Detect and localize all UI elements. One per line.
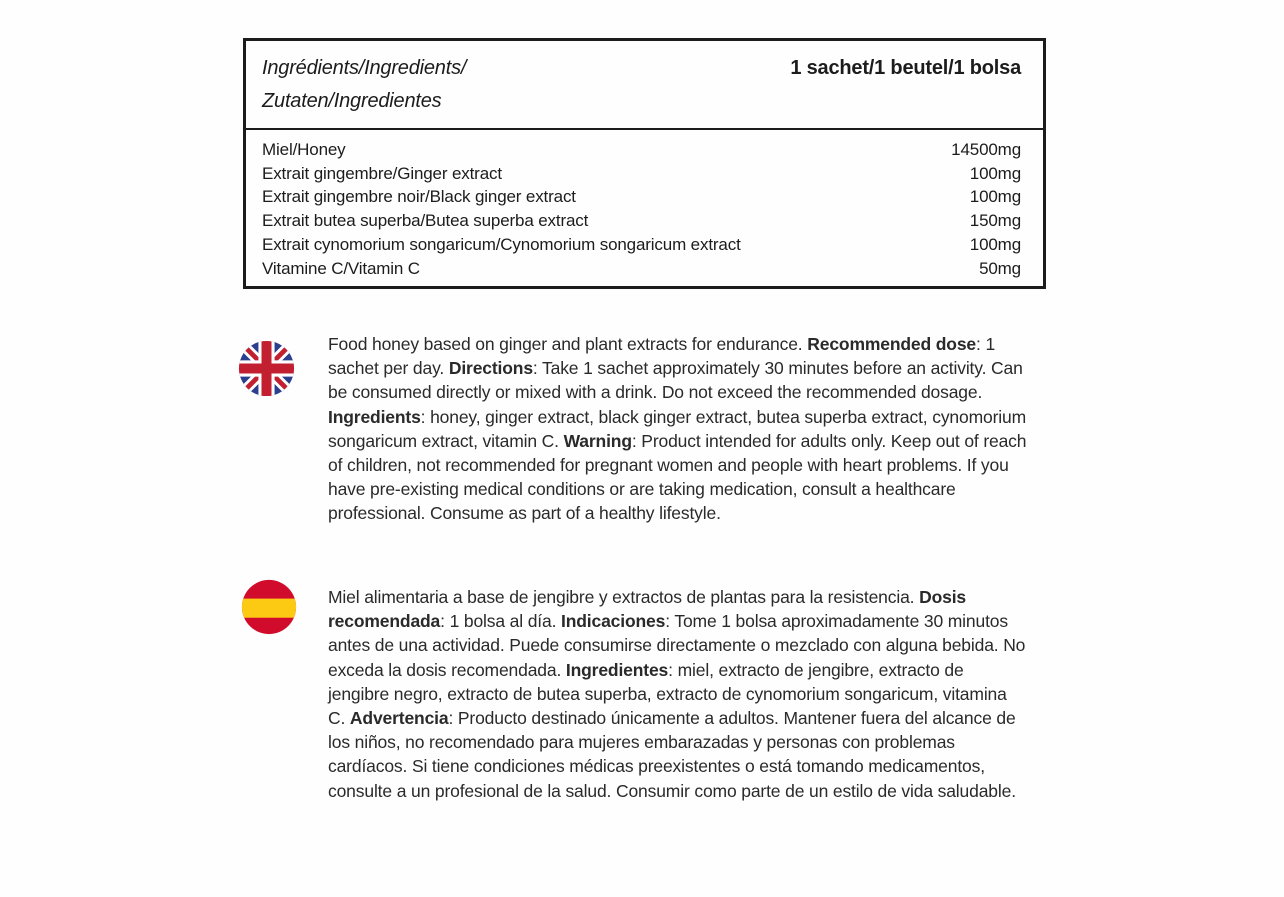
ingredient-name: Extrait cynomorium songaricum/Cynomorium songaricum extract: [262, 234, 741, 254]
ingredient-amount: 150mg: [969, 211, 1021, 231]
ingredient-name: Miel/Honey: [262, 140, 346, 159]
table-header: [246, 41, 1043, 130]
table-row: [262, 209, 1021, 233]
spain-flag-icon: [241, 579, 297, 640]
ingredient-name: Extrait butea superba/Butea superba extract: [262, 211, 589, 231]
ingredients-column-header: [262, 52, 466, 118]
table-row: [262, 138, 1021, 162]
ingredient-name: Vitamine C/Vitamin C: [262, 258, 420, 278]
spanish-description-text: Miel alimentaria a base de jengibre y extractos de plantas para la resistencia. Dosis recomendada: 1 bolsa al día. Indicaciones: Tome 1 bolsa aproximadamente 30 minutos antes de una actividad. Puede consumirse directamente o mezclado con alguna bebida. No exceda la dosis recomendada. Ingredientes: miel, extracto de jengibre, extracto de jengibre negro, extracto de butea superba, extracto de cynomorium songaricum, vitamina C. Advertencia: Producto destinado únicamente a adultos. Mantener fuera del alcance de los niños, no recomendado para mujeres embarazadas y personas con problemas cardíacos. Si tiene condiciones médicas preexistentes o está tomando medicamentos, consulte a un profesional de la salud. Consumir como parte de un estilo de vida saludable.: [328, 587, 1026, 801]
ingredient-amount: 100mg: [969, 187, 1021, 207]
ingredient-amount: 14500mg: [951, 140, 1021, 159]
table-row: [262, 257, 1021, 281]
ingredient-amount: 100mg: [969, 163, 1021, 183]
ingredient-name: Extrait gingembre/Ginger extract: [262, 163, 502, 183]
ingredients-table: [243, 38, 1046, 289]
table-body: [246, 130, 1043, 280]
uk-flag-icon: [238, 340, 295, 402]
table-row: [262, 185, 1021, 209]
english-description-text: Food honey based on ginger and plant extracts for endurance. Recommended dose: 1 sachet per day. Directions: Take 1 sachet approximately 30 minutes before an activity. Can be consumed directly or mixed with a drink. Do not exceed the recommended dosage. Ingredients: honey, ginger extract, black ginger extract, butea superba extract, cynomorium songaricum extract, vitamin C. Warning: Product intended for adults only. Keep out of reach of children, not recommended for pregnant women and people with heart problems. If you have pre-existing medical conditions or are taking medication, consult a healthcare professional. Consume as part of a healthy lifestyle.: [328, 334, 1027, 524]
table-row: [262, 233, 1021, 257]
table-row: [262, 162, 1021, 186]
ingredients-header-line2: Zutaten/Ingredientes: [262, 90, 442, 112]
serving-column-header: 1 sachet/1 beutel/1 bolsa: [790, 57, 1021, 79]
ingredient-amount: 50mg: [979, 258, 1021, 278]
ingredients-header-line1: Ingrédients/Ingredients/: [262, 57, 467, 79]
ingredient-name: Extrait gingembre noir/Black ginger extract: [262, 187, 576, 207]
ingredient-amount: 100mg: [969, 234, 1021, 254]
